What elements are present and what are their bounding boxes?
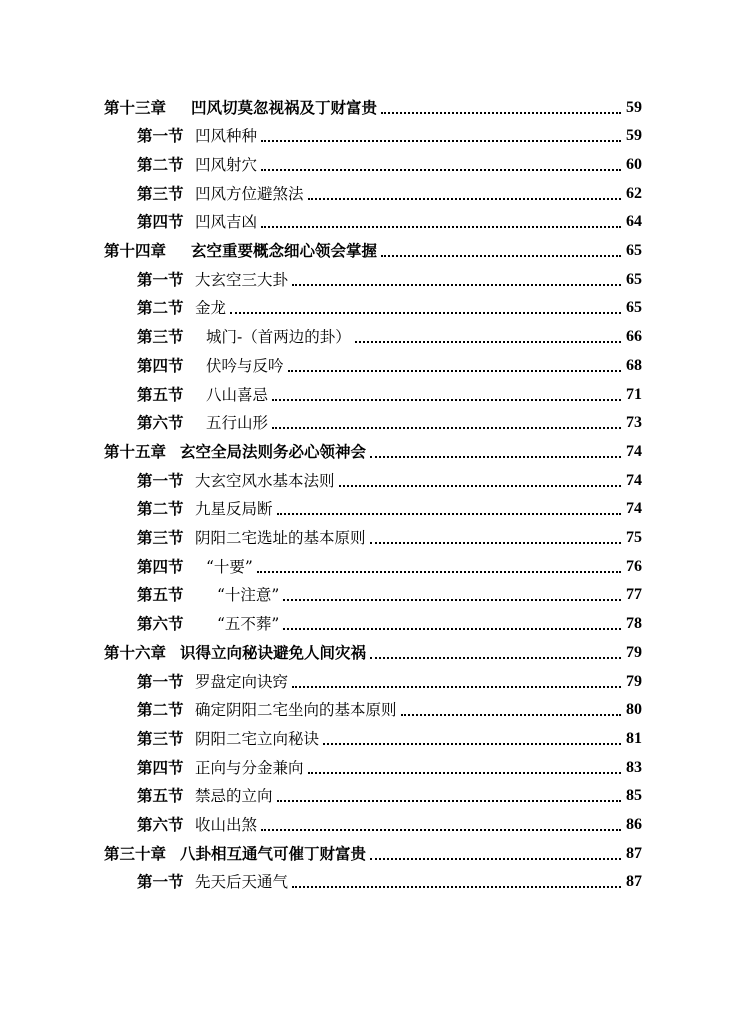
dot-leader	[277, 798, 621, 802]
dot-leader	[355, 339, 621, 343]
section-number: 第一节	[137, 126, 184, 146]
page-number: 73	[626, 414, 642, 432]
dot-leader	[272, 425, 621, 429]
dot-leader	[401, 712, 621, 716]
page-number: 87	[626, 844, 642, 862]
toc-section-row	[0, 376, 745, 405]
toc-chapter-row	[0, 634, 745, 663]
toc-section-row	[0, 520, 745, 549]
section-title: 禁忌的立向	[195, 787, 273, 806]
page-number: 83	[626, 758, 642, 776]
dot-leader	[370, 655, 621, 659]
dot-leader	[292, 884, 621, 888]
section-title: 伏吟与反吟	[206, 356, 284, 375]
toc-section-row	[0, 146, 745, 175]
chapter-title: 八卦相互通气可催丁财富贵	[180, 843, 367, 863]
section-title: 罗盘定向诀窍	[195, 672, 289, 691]
chapter-number: 第十五章	[104, 441, 167, 461]
dot-leader	[292, 282, 621, 286]
section-title: 凹风射穴	[195, 155, 258, 174]
dot-leader	[308, 770, 621, 774]
page-number: 79	[626, 672, 642, 690]
page-number: 76	[626, 557, 642, 575]
page-number: 86	[626, 816, 642, 834]
toc-section-row	[0, 864, 745, 893]
toc-section-row	[0, 175, 745, 204]
section-title: 城门-（首两边的卦）	[206, 328, 351, 347]
toc-section-row	[0, 692, 745, 721]
page-number: 74	[626, 442, 642, 460]
dot-leader	[308, 196, 621, 200]
section-number: 第一节	[137, 470, 184, 490]
dot-leader	[370, 540, 621, 544]
section-number: 第六节	[137, 413, 184, 433]
page-number: 60	[626, 155, 642, 173]
toc-section-row	[0, 290, 745, 319]
toc-section-row	[0, 548, 745, 577]
toc-section-row	[0, 491, 745, 520]
dot-leader	[288, 368, 621, 372]
toc-section-row	[0, 204, 745, 233]
chapter-number: 第十六章	[104, 642, 167, 662]
page-number: 59	[626, 98, 642, 116]
page-number: 64	[626, 213, 642, 231]
toc-chapter-row	[0, 835, 745, 864]
section-number: 第五节	[137, 585, 184, 605]
page-number: 75	[626, 529, 642, 547]
toc-section-row	[0, 462, 745, 491]
section-number: 第五节	[137, 384, 184, 404]
section-number: 第四节	[137, 757, 184, 777]
section-number: 第一节	[137, 269, 184, 289]
page-number: 78	[626, 615, 642, 633]
chapter-title: 凹风切莫忽视祸及丁财富贵	[191, 97, 378, 117]
section-title: 大玄空风水基本法则	[195, 471, 335, 490]
page-number: 87	[626, 873, 642, 891]
toc-section-row	[0, 778, 745, 807]
dot-leader	[261, 224, 621, 228]
page-number: 65	[626, 270, 642, 288]
section-number: 第一节	[137, 671, 184, 691]
section-title: 五行山形	[206, 414, 269, 433]
dot-leader	[370, 856, 621, 860]
section-title: 先天后天通气	[195, 873, 289, 892]
section-number: 第三节	[137, 728, 184, 748]
dot-leader	[283, 597, 621, 601]
section-title: 凹风种种	[195, 127, 258, 146]
toc-section-row	[0, 319, 745, 348]
page-number: 79	[626, 643, 642, 661]
section-number: 第六节	[137, 815, 184, 835]
section-number: 第二节	[137, 499, 184, 519]
page-number: 65	[626, 299, 642, 317]
chapter-title: 玄空全局法则务必心领神会	[180, 441, 367, 461]
section-title: 八山喜忌	[206, 385, 269, 404]
page-number: 85	[626, 787, 642, 805]
chapter-number: 第十三章	[104, 97, 167, 117]
toc-section-row	[0, 749, 745, 778]
toc-section-row	[0, 118, 745, 147]
toc-section-row	[0, 577, 745, 606]
dot-leader	[277, 511, 621, 515]
toc-section-row	[0, 405, 745, 434]
toc-section-row	[0, 720, 745, 749]
section-title: “五不葬”	[217, 615, 280, 634]
section-title: 收山出煞	[195, 816, 258, 835]
section-title: “十注意”	[217, 586, 280, 605]
section-number: 第三节	[137, 183, 184, 203]
page-number: 59	[626, 127, 642, 145]
chapter-title: 玄空重要概念细心领会掌握	[191, 241, 378, 261]
toc-chapter-row	[0, 233, 745, 262]
section-title: 确定阴阳二宅坐向的基本原则	[195, 701, 397, 720]
section-number: 第一节	[137, 872, 184, 892]
section-number: 第二节	[137, 700, 184, 720]
section-number: 第五节	[137, 786, 184, 806]
section-title: 正向与分金兼向	[195, 758, 304, 777]
section-number: 第四节	[137, 556, 184, 576]
dot-leader	[261, 167, 621, 171]
dot-leader	[230, 310, 621, 314]
page-number: 77	[626, 586, 642, 604]
toc-chapter-row	[0, 433, 745, 462]
section-title: 阴阳二宅选址的基本原则	[195, 529, 366, 548]
section-title: 金龙	[195, 299, 227, 318]
section-title: 凹风吉凶	[195, 213, 258, 232]
chapter-title: 识得立向秘诀避免人间灾祸	[180, 642, 367, 662]
dot-leader	[339, 483, 621, 487]
section-title: 大玄空三大卦	[195, 270, 289, 289]
toc-section-row	[0, 261, 745, 290]
dot-leader	[381, 110, 621, 114]
dot-leader	[261, 138, 621, 142]
dot-leader	[381, 253, 621, 257]
dot-leader	[283, 626, 621, 630]
toc-section-row	[0, 347, 745, 376]
chapter-number: 第三十章	[104, 843, 167, 863]
section-number: 第六节	[137, 614, 184, 634]
section-number: 第三节	[137, 528, 184, 548]
page-number: 62	[626, 184, 642, 202]
page-number: 74	[626, 500, 642, 518]
section-number: 第二节	[137, 298, 184, 318]
dot-leader	[292, 684, 621, 688]
dot-leader	[323, 741, 621, 745]
dot-leader	[261, 827, 621, 831]
section-title: 九星反局断	[195, 500, 273, 519]
page-number: 68	[626, 356, 642, 374]
page-number: 74	[626, 471, 642, 489]
toc-chapter-row	[0, 89, 745, 118]
section-title: “十要”	[206, 557, 253, 576]
chapter-number: 第十四章	[104, 241, 167, 261]
toc-section-row	[0, 807, 745, 836]
dot-leader	[257, 569, 621, 573]
section-number: 第四节	[137, 355, 184, 375]
section-number: 第四节	[137, 212, 184, 232]
dot-leader	[370, 454, 621, 458]
page-number: 71	[626, 385, 642, 403]
page-number: 65	[626, 242, 642, 260]
page-number: 80	[626, 701, 642, 719]
section-number: 第二节	[137, 154, 184, 174]
toc-section-row	[0, 606, 745, 635]
page-number: 81	[626, 729, 642, 747]
dot-leader	[272, 397, 621, 401]
section-number: 第三节	[137, 327, 184, 347]
section-title: 阴阳二宅立向秘诀	[195, 729, 320, 748]
section-title: 凹风方位避煞法	[195, 184, 304, 203]
page-number: 66	[626, 328, 642, 346]
toc-section-row	[0, 663, 745, 692]
